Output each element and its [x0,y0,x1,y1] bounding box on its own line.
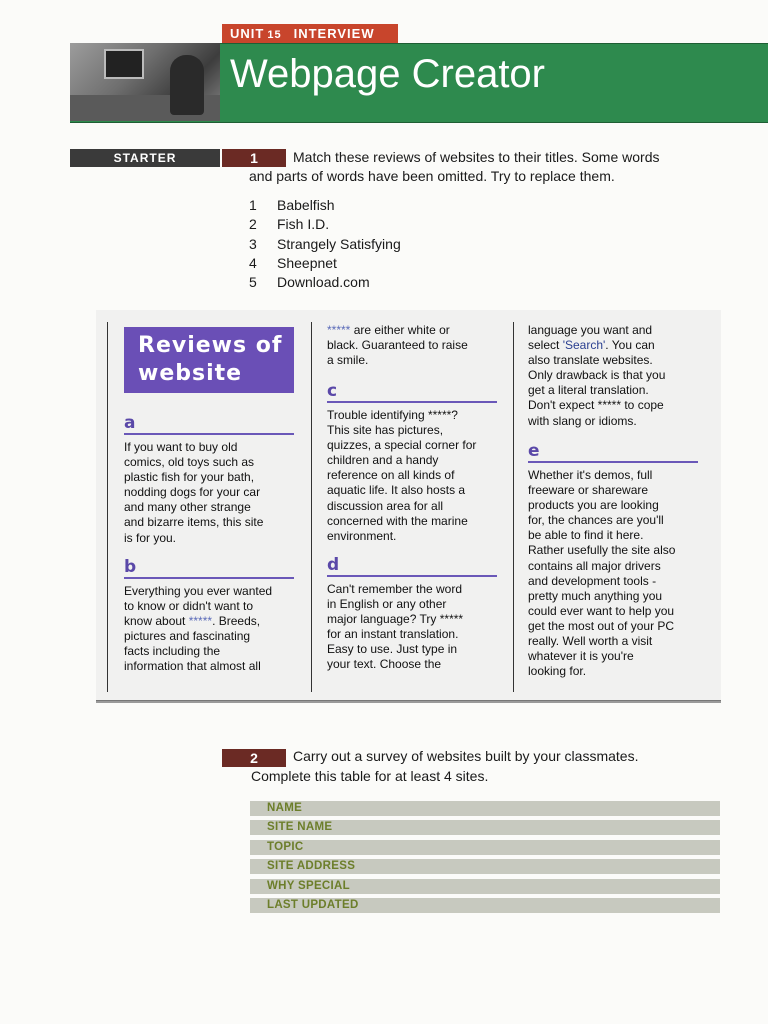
unit-tab [222,24,398,44]
reviews-heading-line: website [138,361,243,386]
column-divider [513,322,514,692]
survey-row-site-address: SITE ADDRESS [250,859,720,874]
survey-row-last-updated: LAST UPDATED [250,898,720,913]
column-divider [311,322,312,692]
q2-instruction-line-2: Complete this table for at least 4 sites. [251,768,489,784]
title-number: 1 [249,197,257,213]
section-rule [327,401,497,403]
column-divider [107,322,108,692]
review-b-continuation: ***** are either white or black. Guaranteed to raise a smile. [327,323,468,368]
section-rule [124,577,294,579]
title-text: Download.com [277,274,370,291]
survey-row-why-special: WHY SPECIAL [250,879,720,894]
title-item [249,235,401,254]
review-d-text: Can't remember the word in English or any other major language? Try ***** for an instant translation. Easy to use. Just type in your text. Choose the [327,582,464,672]
section-rule [124,433,294,435]
title-item [249,215,401,234]
section-letter-a: a [124,413,136,433]
title-text: Fish I.D. [277,216,330,233]
title-text: Strangely Satisfying [277,235,401,252]
review-c-text: Trouble identifying *****? This site has pictures, quizzes, a special corner for children and a handy reference on all kinds of aquatic life. It also hosts a discussion area for all concerned with the marine environment. [327,408,477,543]
unit-label: UNIT [230,26,265,41]
title-number: 2 [249,216,257,233]
starter-label: STARTER [70,149,220,167]
website-titles-list [249,196,401,292]
monitor-graphic [104,49,144,79]
review-d-continuation: language you want and select 'Search'. You can also translate websites. Only drawback is that you get a literal translation. Don't expect ***** to cope with slang or idioms. [528,323,666,428]
section-rule [327,575,497,577]
survey-table [250,801,720,917]
exercise-number-1: 1 [222,149,286,167]
unit-number: 15 [267,29,282,41]
section-letter-b: b [124,557,137,577]
q2-instruction-line-1: Carry out a survey of websites built by your classmates. [293,748,639,764]
title-item [249,196,401,215]
instruction-line-2: and parts of words have been omitted. Try to replace them. [249,168,615,184]
reviews-heading [124,327,294,393]
section-letter-d: d [327,555,340,575]
section-letter-e: e [528,441,540,461]
review-b-text: Everything you ever wanted to know or didn't want to know about *****. Breeds, pictures and fascinating facts including the information that almost all [124,584,273,674]
exercise-number-2: 2 [222,749,286,767]
title-text: Babelfish [277,197,335,213]
header-photo [70,43,220,121]
instruction-line-1: Match these reviews of websites to their titles. Some words [293,149,660,165]
section-letter-c: c [327,381,338,401]
survey-row-site-name: SITE NAME [250,820,720,835]
review-e-text: Whether it's demos, full freeware or shareware products you are looking for, the chances are you'll be able to find it here. Rather usefully the site also contains all major drivers and development tools - pretty much anything you could ever want to help you get the most out of your PC really. Well worth a visit whatever it is you're looking for. [528,468,676,679]
title-number: 4 [249,254,257,271]
survey-row-topic: TOPIC [250,840,720,855]
title-text: Sheepnet [277,254,337,271]
title-item [249,273,401,292]
reviews-heading-line: Reviews of [138,333,283,358]
title-number: 5 [249,274,257,291]
title-item [249,254,401,273]
page-title: Webpage Creator [230,52,545,96]
person-graphic [170,55,204,115]
section-rule [528,461,698,463]
section-label: INTERVIEW [293,26,375,41]
survey-row-name: NAME [250,801,720,816]
title-number: 3 [249,235,257,252]
review-a-text: If you want to buy old comics, old toys such as plastic fish for your bath, nodding dogs for your car and many other strange and bizarre items, this site is for you. [124,440,264,545]
